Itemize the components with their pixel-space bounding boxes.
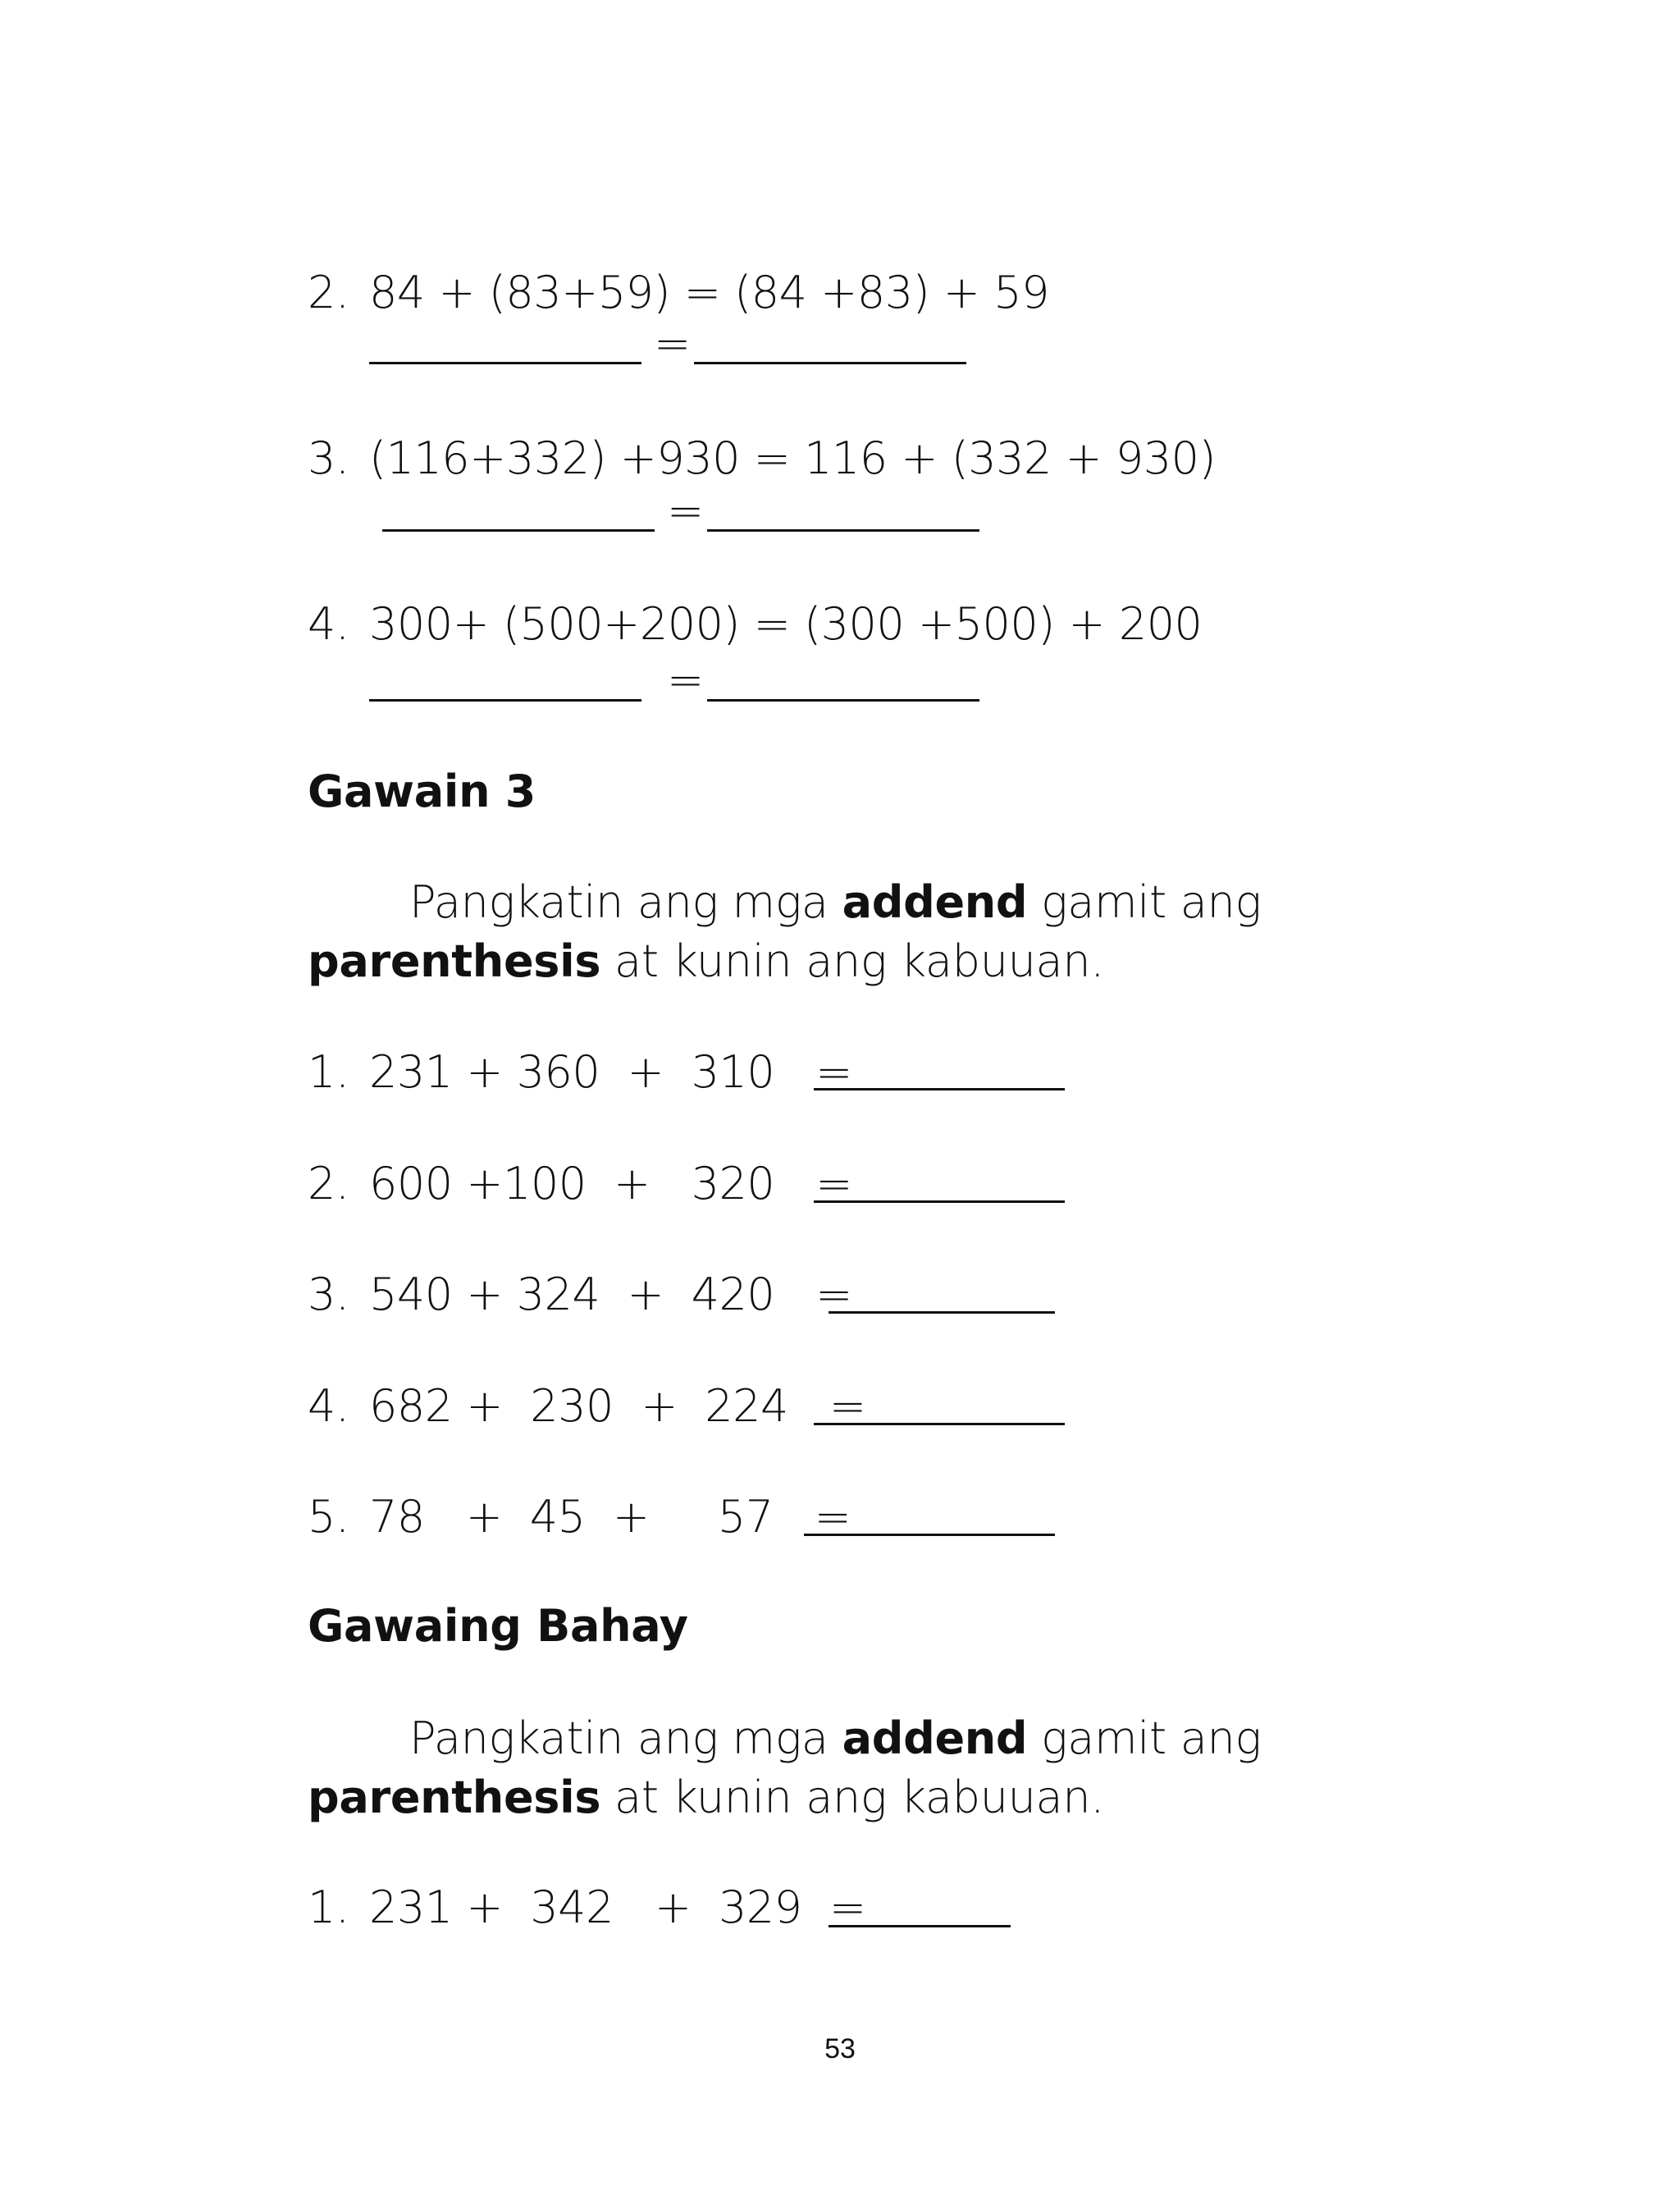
equation-number: 2. (308, 267, 349, 318)
answer-blank-right[interactable] (694, 362, 966, 364)
item-number: 2. (308, 1158, 349, 1209)
item-expression: 231 + 360 + 310 = (369, 1046, 852, 1098)
answer-blank[interactable] (829, 1311, 1055, 1314)
item-number: 1. (308, 1046, 349, 1098)
answer-blank[interactable] (829, 1925, 1011, 1927)
equals-sign: = (667, 485, 704, 537)
item-number: 3. (308, 1269, 349, 1320)
equation-number: 4. (308, 598, 349, 650)
item-expression: 682 + 230 + 224 = (369, 1380, 866, 1432)
answer-blank-right[interactable] (707, 529, 979, 532)
answer-blank[interactable] (804, 1534, 1055, 1536)
answer-blank-left[interactable] (369, 362, 641, 364)
gawain3-instruction: Pangkatin ang mga addend gamit ang parenthesis at kunin ang kabuuan. (308, 876, 1262, 987)
equals-sign: = (654, 318, 691, 369)
item-number: 4. (308, 1380, 349, 1432)
item-expression: 231 + 342 + 329 = (369, 1881, 866, 1933)
gawaing-bahay-heading: Gawaing Bahay (308, 1600, 688, 1652)
answer-blank-left[interactable] (382, 529, 655, 532)
equals-sign: = (667, 654, 704, 706)
equation-text: 300+ (500+200) = (300 +500) + 200 (369, 598, 1203, 650)
answer-blank-left[interactable] (369, 699, 641, 702)
item-expression: 78 + 45 + 57 = (369, 1491, 851, 1543)
answer-blank[interactable] (814, 1423, 1065, 1425)
equation-number: 3. (308, 432, 349, 484)
item-expression: 600 +100 + 320 = (369, 1158, 852, 1209)
answer-blank[interactable] (814, 1200, 1065, 1203)
item-number: 1. (308, 1881, 349, 1933)
answer-blank[interactable] (814, 1088, 1065, 1090)
equation-text: (116+332) +930 = 116 + (332 + 930) (369, 432, 1217, 484)
gawaing-bahay-instruction: Pangkatin ang mga addend gamit ang parenthesis at kunin ang kabuuan. (308, 1712, 1262, 1823)
equation-text: 84 + (83+59) = (84 +83) + 59 (369, 267, 1049, 318)
item-expression: 540 + 324 + 420 = (369, 1269, 852, 1320)
item-number: 5. (308, 1491, 349, 1543)
answer-blank-right[interactable] (707, 699, 979, 702)
page-number: 53 (824, 2033, 856, 2064)
gawain3-heading: Gawain 3 (308, 766, 536, 817)
